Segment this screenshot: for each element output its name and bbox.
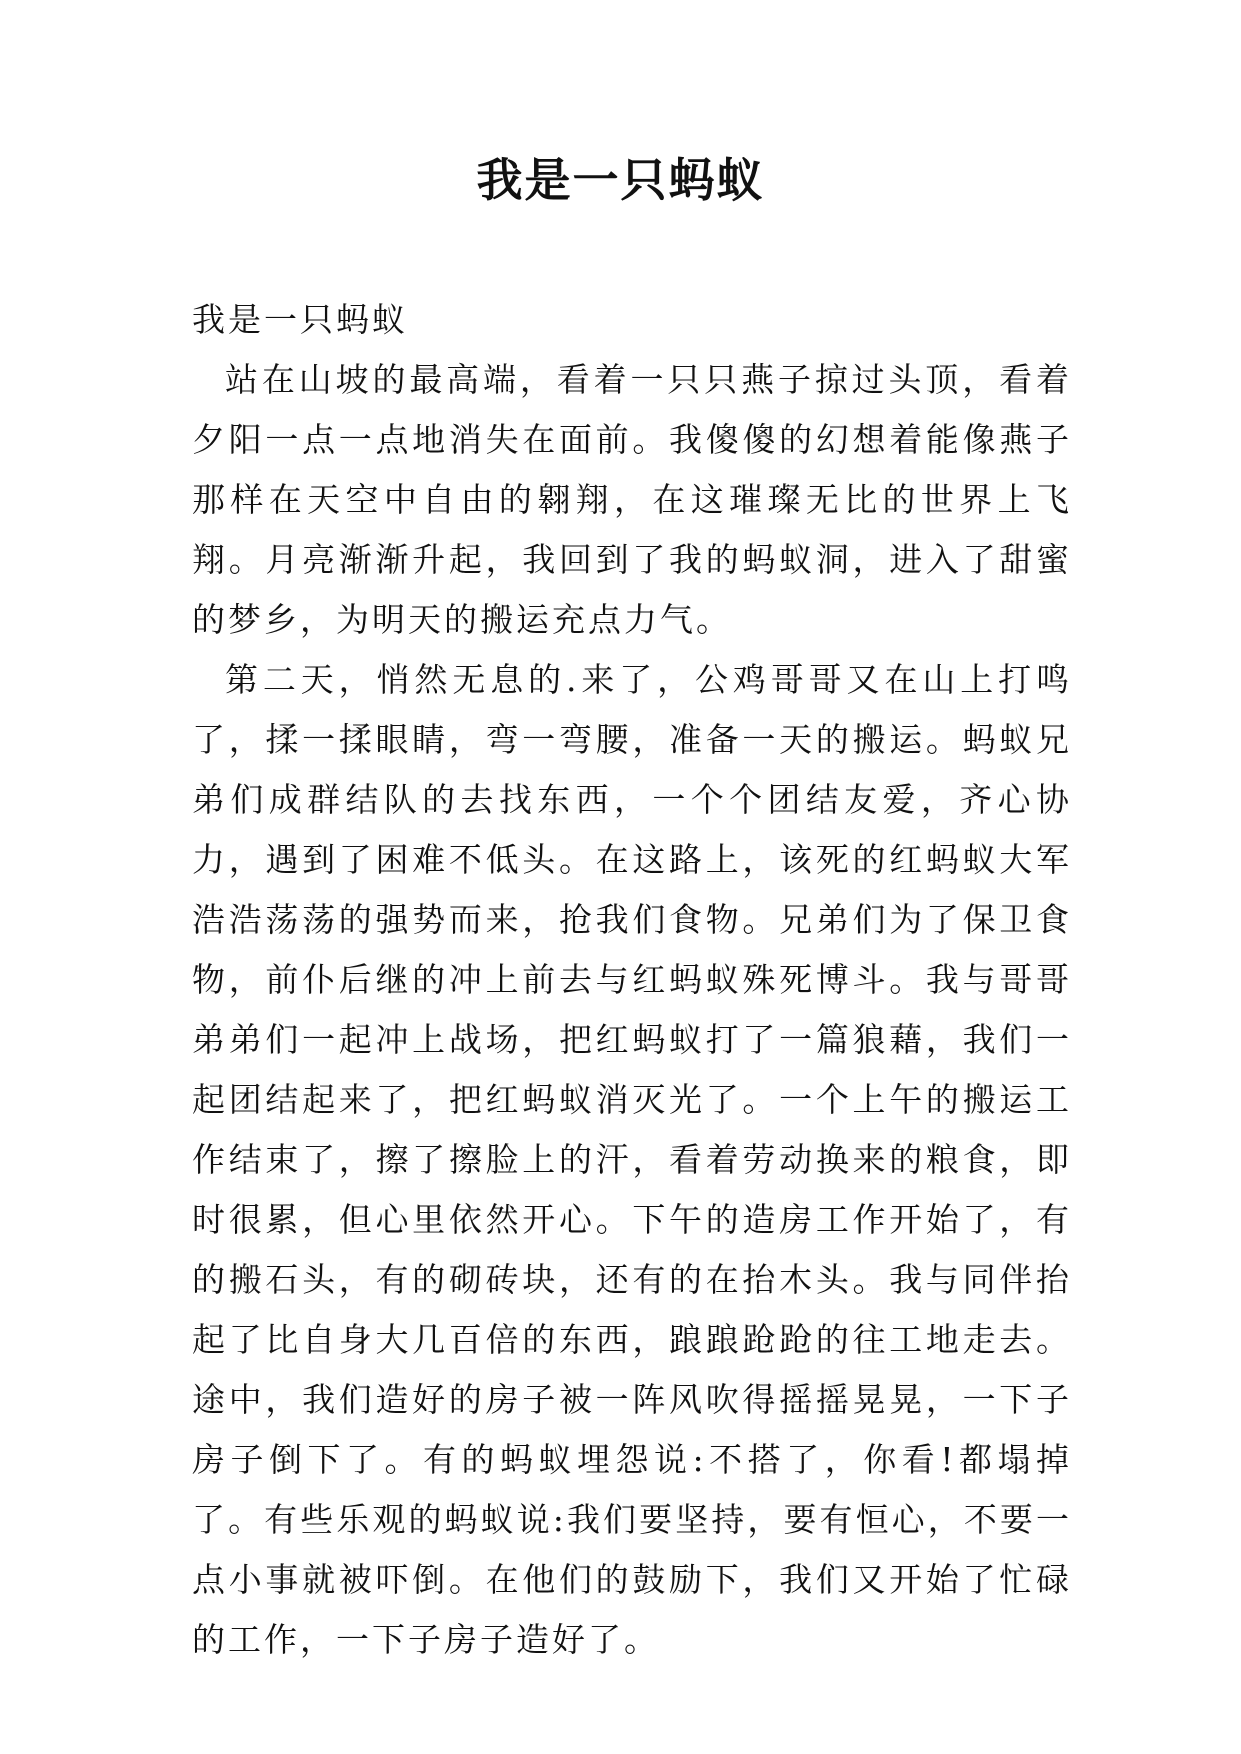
document-subtitle: 我是一只蚂蚁 <box>192 300 408 339</box>
paragraph: 站在山坡的最高端，看着一只只燕子掠过头顶，看着夕阳一点一点地消失在面前。我傻傻的幻想着能像燕子那样在天空中自由的翱翔，在这璀璨无比的世界上飞翔。月亮渐渐升起，我回到了我的蚂蚁洞，进入了甜蜜的梦乡，为明天的搬运充点力气。 <box>192 360 1072 639</box>
paragraph: 第二天，悄然无息的.来了，公鸡哥哥又在山上打鸣了，揉一揉眼睛，弯一弯腰，准备一天的搬运。蚂蚁兄弟们成群结队的去找东西，一个个团结友爱，齐心协力，遇到了困难不低头。在这路上，该死的红蚂蚁大军浩浩荡荡的强势而来，抢我们食物。兄弟们为了保卫食物，前仆后继的冲上前去与红蚂蚁殊死博斗。我与哥哥弟弟们一起冲上战场，把红蚂蚁打了一篇狼藉，我们一起团结起来了，把红蚂蚁消灭光了。一个上午的搬运工作结束了，擦了擦脸上的汗，看着劳动换来的粮食，即时很累，但心里依然开心。下午的造房工作开始了，有的搬石头，有的砌砖块，还有的在抬木头。我与同伴抬起了比自身大几百倍的东西，踉踉跄跄的往工地走去。途中，我们造好的房子被一阵风吹得摇摇晃晃，一下子房子倒下了。有的蚂蚁埋怨说:不搭了，你看!都塌掉了。有些乐观的蚂蚁说:我们要坚持，要有恒心，不要一点小事就被吓倒。在他们的鼓励下，我们又开始了忙碌的工作，一下子房子造好了。 <box>192 660 1072 1659</box>
document-title: 我是一只蚂蚁 <box>476 153 765 207</box>
document-body <box>192 290 1072 1670</box>
